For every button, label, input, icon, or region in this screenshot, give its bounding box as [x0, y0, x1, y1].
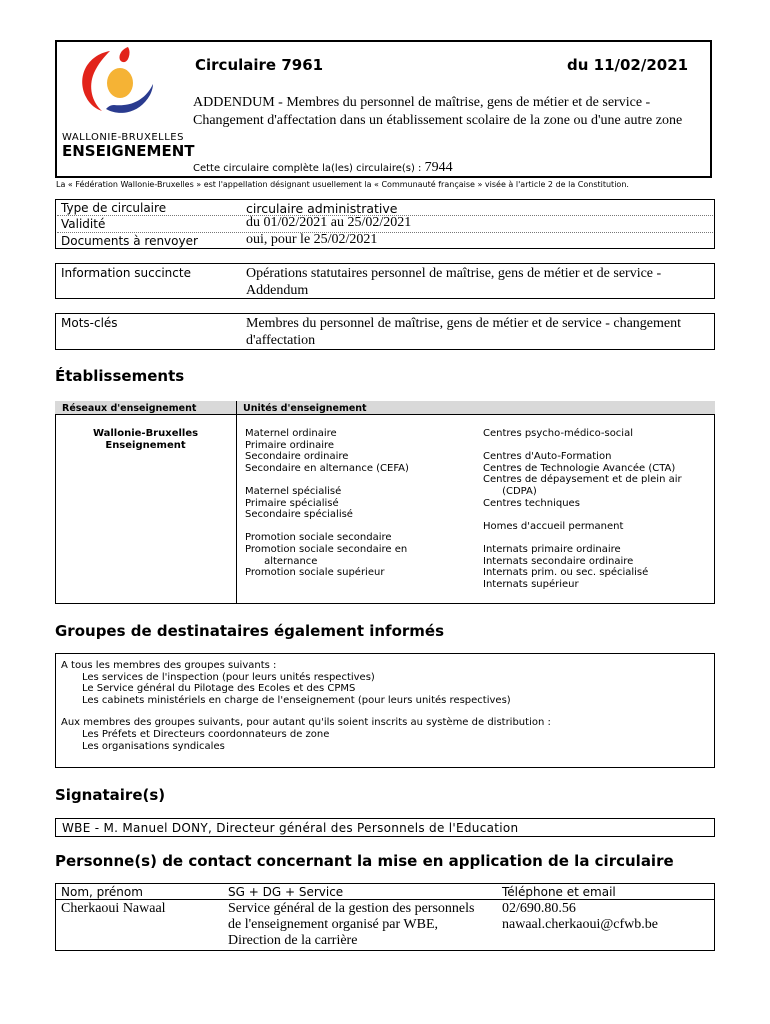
network-name: [58, 428, 233, 451]
unit-item: Secondaire spécialisé: [245, 509, 353, 521]
validity-value: du 01/02/2021 au 25/02/2021: [246, 215, 412, 230]
signatories-heading: Signataire(s): [55, 786, 166, 804]
unit-item: Secondaire en alternance (CEFA): [245, 462, 409, 474]
docs-value: oui, pour le 25/02/2021: [246, 232, 378, 247]
unit-item: Maternel ordinaire: [245, 428, 337, 439]
contact-email[interactable]: nawaal.cherkaoui@cfwb.be: [502, 917, 658, 932]
groups-heading: Groupes de destinataires également informés: [55, 622, 444, 640]
unit-item: Maternel spécialisé: [245, 485, 342, 497]
unit-item: Internats primaire ordinaire: [483, 543, 621, 555]
keywords-value: Membres du personnel de maîtrise, gens de métier et de service - changement d'affectation: [246, 316, 682, 348]
completes-circular: [193, 160, 453, 176]
groups-list-2: [61, 729, 711, 752]
circular-number: Circulaire 7961: [195, 56, 324, 74]
units-column-header: Unités d'enseignement: [243, 403, 367, 414]
group-item: Les organisations syndicales: [82, 740, 225, 752]
unit-item: Promotion sociale secondaire en: [245, 543, 408, 555]
network-line1: Wallonie-Bruxelles: [92, 428, 199, 439]
units-right-list: [483, 428, 682, 590]
logo-text-line1: WALLONIE-BRUXELLES: [62, 132, 184, 143]
unit-item: Centres de Technologie Avancée (CTA): [483, 462, 676, 474]
completes-label: Cette circulaire complète la(les) circulaire(s) :: [193, 163, 422, 174]
signatory-value: WBE - M. Manuel DONY, Directeur général des Personnels de l'Education: [62, 821, 519, 835]
unit-item: [245, 474, 409, 486]
validity-label: Validité: [61, 217, 106, 231]
unit-item: Primaire spécialisé: [245, 497, 339, 509]
unit-item: Internats secondaire ordinaire: [483, 555, 634, 567]
circular-date: du 11/02/2021: [567, 56, 689, 74]
unit-item: [483, 509, 682, 521]
logo-text-line2: ENSEIGNEMENT: [62, 142, 195, 160]
unit-item: Promotion sociale supérieur: [245, 567, 385, 579]
groups-intro-2: Aux membres des groupes suivants, pour autant qu'ils soient inscrits au système de distribution :: [61, 717, 551, 729]
contact-service: Service général de la gestion des personnels de l'enseignement organisé par WBE, Direction de la carrière: [228, 901, 475, 948]
info-label: Information succincte: [61, 266, 191, 280]
contacts-phone-header: Téléphone et email: [502, 885, 616, 899]
unit-item: (CDPA): [483, 485, 537, 497]
unit-item: Internats supérieur: [483, 578, 579, 590]
groups-content: [61, 660, 711, 752]
unit-item: Internats prim. ou sec. spécialisé: [483, 567, 649, 579]
group-item: Les Préfets et Directeurs coordonnateurs de zone: [82, 728, 330, 740]
type-label: Type de circulaire: [61, 201, 167, 215]
contacts-service-header: SG + DG + Service: [228, 885, 344, 899]
network-column-header: Réseaux d'enseignement: [62, 403, 197, 414]
column-divider: [236, 401, 237, 604]
unit-item: Centres psycho-médico-social: [483, 428, 633, 439]
contacts-header-divider: [56, 899, 714, 900]
contact-phone: 02/690.80.56: [502, 901, 576, 916]
unit-item: [483, 532, 682, 544]
keywords-label: Mots-clés: [61, 316, 118, 330]
info-value: Opérations statutaires personnel de maîtrise, gens de métier et de service - Addendum: [246, 266, 662, 298]
group-item: Les services de l'inspection (pour leurs unités respectives): [82, 671, 375, 683]
circular-title: ADDENDUM - Membres du personnel de maîtrise, gens de métier et de service - Changement d'affectation dans un établissement scolaire de la zone ou d'une autre zone: [193, 95, 683, 128]
contacts-heading: Personne(s) de contact concernant la mise en application de la circulaire: [55, 852, 674, 870]
wbe-logo: [62, 47, 197, 167]
group-item: Le Service général du Pilotage des Ecoles et des CPMS: [82, 683, 356, 695]
group-item: Les cabinets ministériels en charge de l'enseignement (pour leurs unités respectives): [82, 694, 511, 706]
contact-name: Cherkaoui Nawaal: [61, 901, 166, 916]
network-line2: Enseignement: [105, 439, 186, 451]
groups-list-1: [61, 672, 711, 707]
unit-item: [483, 440, 682, 452]
unit-item: Secondaire ordinaire: [245, 451, 349, 463]
type-value: circulaire administrative: [246, 201, 398, 216]
units-left-list: [245, 428, 409, 579]
unit-item: Centres de dépaysement et de plein air: [483, 474, 682, 486]
unit-item: alternance: [245, 555, 318, 567]
fwb-note: La « Fédération Wallonie-Bruxelles » est l'appellation désignant usuellement la « Communauté française » visée à l'article 2 de la Constitution.: [56, 180, 629, 189]
wbe-logo-mark: [62, 47, 197, 127]
unit-item: Primaire ordinaire: [245, 439, 335, 451]
row-divider: [57, 232, 713, 233]
contacts-name-header: Nom, prénom: [61, 885, 143, 899]
completes-number: 7944: [424, 160, 453, 175]
unit-item: [245, 521, 409, 533]
unit-item: Centres d'Auto-Formation: [483, 451, 612, 463]
unit-item: Centres techniques: [483, 497, 580, 509]
unit-item: Promotion sociale secondaire: [245, 532, 392, 544]
docs-label: Documents à renvoyer: [61, 234, 198, 248]
etablissements-heading: Établissements: [55, 367, 185, 385]
unit-item: Homes d'accueil permanent: [483, 520, 624, 532]
groups-intro-1: A tous les membres des groupes suivants :: [61, 660, 277, 671]
